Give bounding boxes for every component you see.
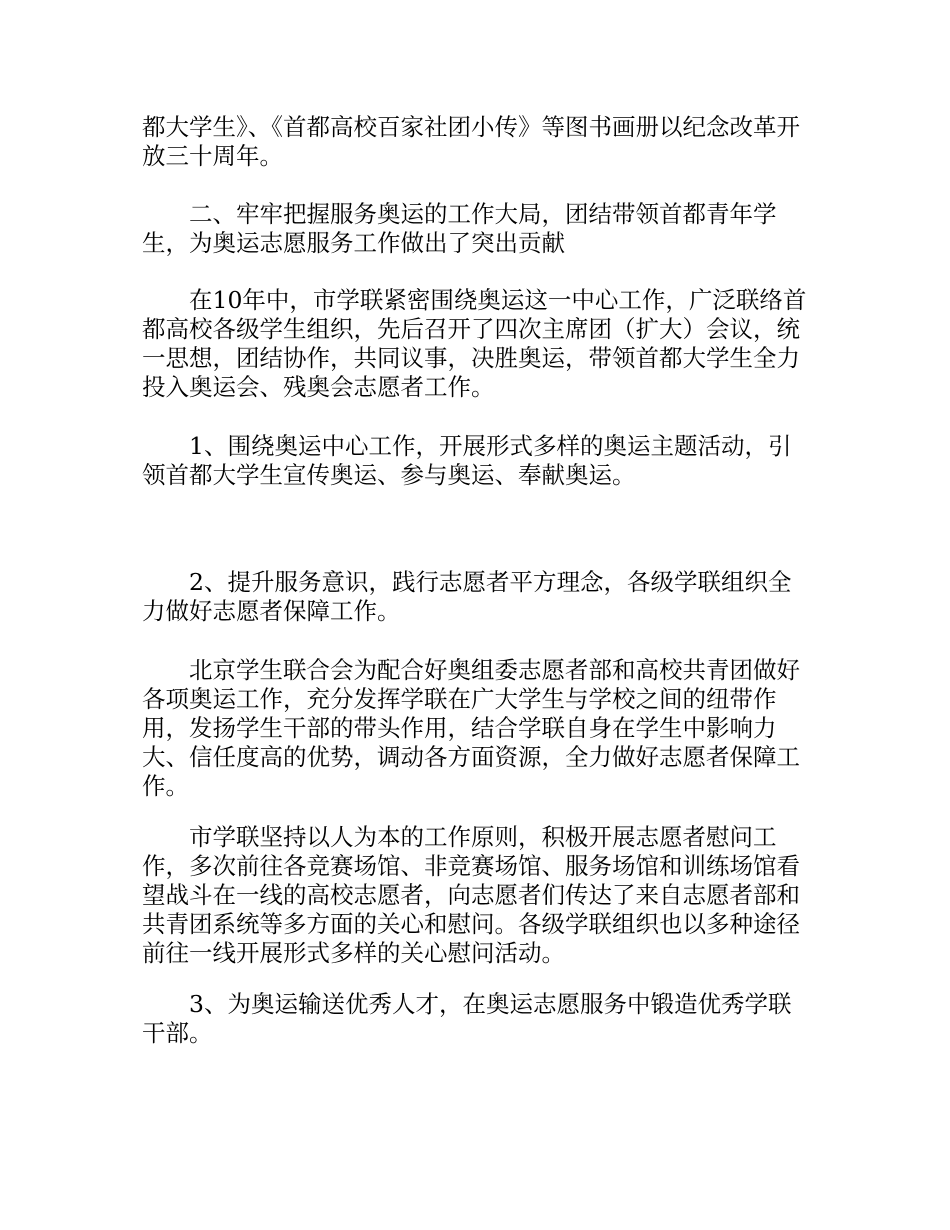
subsection-heading-2: 2、提升服务意识，践行志愿者平方理念，各级学联组织全力做好志愿者保障工作。 [142,568,792,625]
subsection-heading-3: 3、为奥运输送优秀人才，在奥运志愿服务中锻造优秀学联干部。 [142,990,792,1047]
paragraph-body: 市学联坚持以人为本的工作原则，积极开展志愿者慰问工作，多次前往各竞赛场馆、非竞赛场馆、服务场馆和训练场馆看望战斗在一线的高校志愿者，向志愿者们传达了来自志愿者部和共青团系统等多方面的关心和慰问。各级学联组织也以多种途径前往一线开展形式多样的关心慰问活动。 [142,823,800,967]
paragraph-body: 北京学生联合会为配合好奥组委志愿者部和高校共青团做好各项奥运工作，充分发挥学联在广大学生与学校之间的纽带作用，发扬学生干部的带头作用，结合学联自身在学生中影响力大、信任度高的优势，调动各方面资源，全力做好志愿者保障工作。 [142,656,800,800]
section-heading-2: 二、牢牢把握服务奥运的工作大局，团结带领首都青年学生，为奥运志愿服务工作做出了突出贡献 [142,200,777,257]
subsection-heading-1: 1、围绕奥运中心工作，开展形式多样的奥运主题活动，引领首都大学生宣传奥运、参与奥运、奉献奥运。 [142,432,792,489]
paragraph-body: 在10年中，市学联紧密围绕奥运这一中心工作，广泛联络首都高校各级学生组织，先后召开了四次主席团（扩大）会议，统一思想，团结协作，共同议事，决胜奥运，带领首都大学生全力投入奥运会、残奥会志愿者工作。 [142,286,807,401]
paragraph-continuation: 都大学生》、《首都高校百家社团小传》等图书画册以纪念改革开放三十周年。 [142,113,800,170]
